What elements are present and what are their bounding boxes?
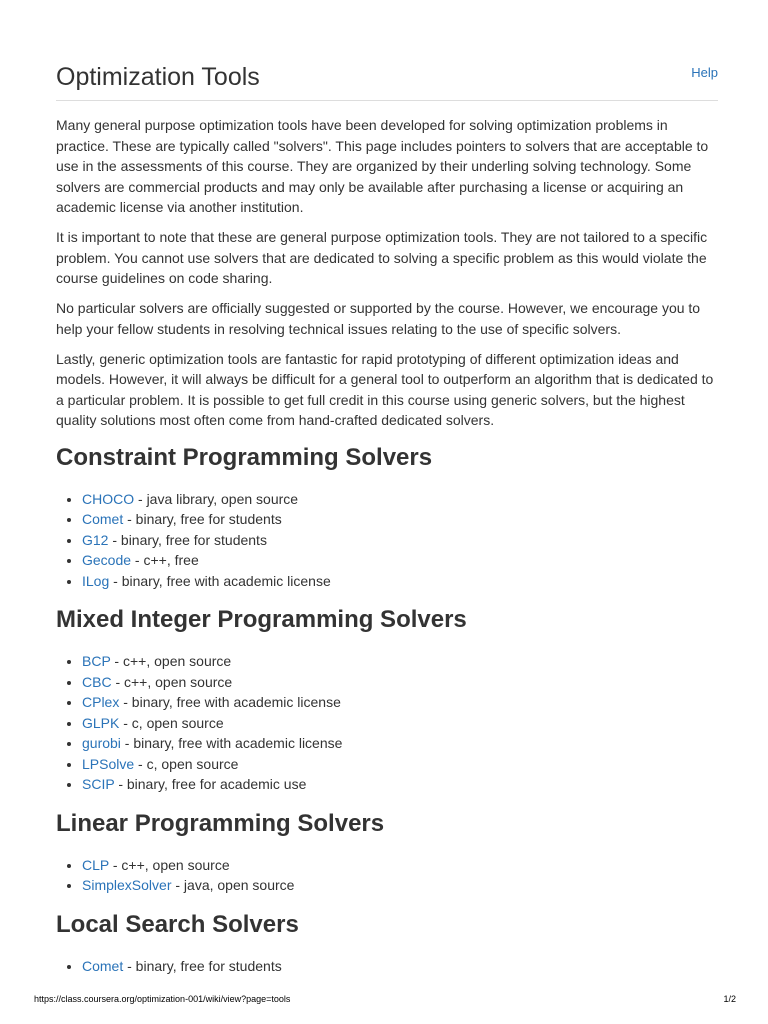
list-item: [82, 733, 718, 754]
intro-paragraph: Many general purpose optimization tools have been developed for solving optimization problems in practice. These are typically called "solvers". This page includes pointers to solvers that are acceptable to use in the assessments of this course. They are organized by their underling solving technology. Some solvers are commercial products and may only be available after purchasing a license or acquiring an academic license via another institution.: [56, 117, 709, 215]
solver-description: - binary, free for academic use: [114, 776, 307, 792]
list-item: [82, 692, 718, 713]
list-item: [82, 713, 718, 734]
solver-description: - binary, free with academic license: [119, 694, 341, 710]
solver-description: - binary, free with academic license: [109, 572, 331, 589]
solver-link[interactable]: Comet: [82, 511, 124, 527]
list-item: [82, 651, 718, 672]
section-heading-local-search: Local Search Solvers: [56, 910, 299, 938]
solver-description: - c++, open source: [108, 856, 230, 873]
intro-paragraph: It is important to note that these are general purpose optimization tools. They are not tailored to a specific problem. You cannot use solvers that are dedicated to solving a specific problem as this would violate the course guidelines on code sharing.: [56, 229, 708, 286]
solver-link[interactable]: ILog: [82, 572, 110, 589]
solver-list-local-search: [56, 956, 718, 977]
intro-paragraph: No particular solvers are officially suggested or supported by the course. However, we encourage you to help your fellow students in resolving technical issues relating to the use of specific solvers.: [56, 300, 701, 337]
solver-list-constraint-programming: [56, 489, 718, 592]
solver-description: - c++, open source: [110, 653, 232, 669]
solver-link[interactable]: GLPK: [82, 714, 120, 731]
solver-link[interactable]: LPSolve: [82, 755, 135, 772]
solver-description: - c, open source: [119, 714, 224, 731]
help-link[interactable]: Help: [691, 65, 718, 80]
solver-link[interactable]: BCP: [82, 653, 111, 669]
solver-description: - c, open source: [134, 755, 239, 772]
solver-link[interactable]: gurobi: [82, 735, 121, 751]
list-item: [82, 530, 718, 551]
solver-link[interactable]: G12: [82, 531, 109, 548]
solver-link[interactable]: CPlex: [82, 694, 120, 710]
list-item: [82, 774, 718, 795]
solver-description: - c++, open source: [111, 673, 233, 690]
section-heading-constraint-programming: Constraint Programming Solvers: [56, 443, 433, 471]
solver-description: - binary, free with academic license: [120, 735, 343, 751]
intro-paragraph: Lastly, generic optimization tools are fantastic for rapid prototyping of different optimization ideas and models. However, it will always be difficult for a general tool to outperform an algorithm that is dedicated to a particular problem. It is possible to get full credit in this course using generic solvers, but the highest quality solutions most often come from hand-crafted dedicated solvers.: [56, 350, 714, 428]
page-content: [56, 62, 718, 990]
solver-list-mixed-integer-programming: [56, 651, 718, 795]
solver-link[interactable]: SCIP: [82, 776, 115, 792]
solver-description: - binary, free for students: [123, 957, 282, 974]
list-item: [82, 489, 718, 510]
solver-description: - binary, free for students: [108, 531, 267, 548]
list-item: [82, 571, 718, 592]
list-item: [82, 550, 718, 571]
page-title: Optimization Tools: [56, 63, 260, 91]
section-heading-linear-programming: Linear Programming Solvers: [56, 809, 385, 837]
solver-link[interactable]: CLP: [82, 856, 109, 873]
list-item: [82, 754, 718, 775]
list-item: [82, 672, 718, 693]
solver-description: - java, open source: [171, 877, 295, 893]
solver-link[interactable]: Gecode: [82, 552, 132, 568]
section-heading-mixed-integer-programming: Mixed Integer Programming Solvers: [56, 606, 467, 633]
list-item: [82, 509, 718, 530]
list-item: [82, 956, 718, 977]
print-footer: [34, 994, 736, 1004]
solver-link[interactable]: Comet: [82, 957, 124, 974]
title-row: [56, 62, 718, 101]
list-item: [82, 855, 718, 876]
footer-page-number: 1/2: [723, 994, 736, 1004]
solver-list-linear-programming: [56, 855, 718, 896]
solver-description: - java library, open source: [134, 490, 299, 507]
list-item: [82, 875, 718, 896]
solver-link[interactable]: CBC: [82, 673, 112, 690]
solver-description: - binary, free for students: [123, 511, 282, 527]
solver-link[interactable]: CHOCO: [82, 490, 135, 507]
solver-link[interactable]: SimplexSolver: [82, 877, 172, 893]
solver-description: - c++, free: [131, 552, 199, 568]
footer-url: https://class.coursera.org/optimization-001/wiki/view?page=tools: [34, 994, 291, 1004]
